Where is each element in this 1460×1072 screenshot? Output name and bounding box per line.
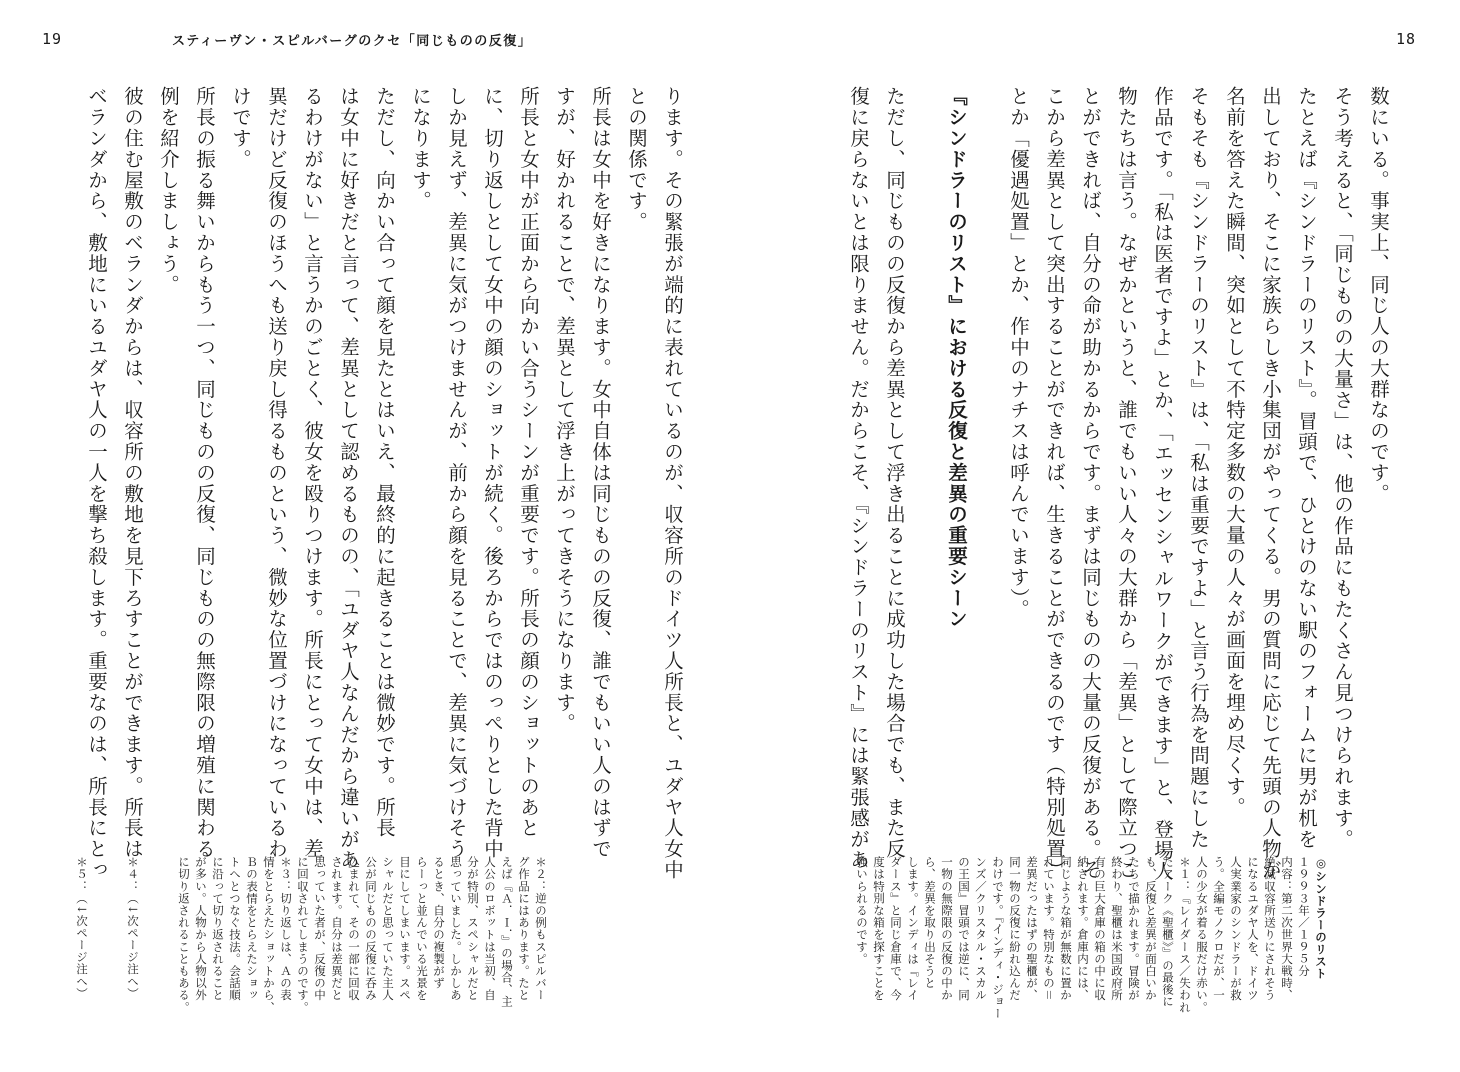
- body-line: 例を紹介しましょう。: [157, 86, 180, 295]
- body-line: ります。その緊張が端的に表れているのが、収容所のドイツ人所長と、ユダヤ人女中: [661, 86, 684, 881]
- note-line: たちで描かれます。冒険が: [1127, 856, 1141, 1002]
- note-line: 公が同じものの反復に呑み: [364, 856, 378, 1002]
- note-line: 分が特別、スペシャルだと: [466, 856, 480, 1002]
- body-line: ベランダから、敷地にいるユダヤ人の一人を撃ち殺します。重要なのは、所長にとっ: [85, 86, 108, 881]
- left-page-notes: [70, 856, 546, 1056]
- note-line: ダース』と同じ倉庫で、今: [889, 856, 903, 1002]
- note-line: 情をとらえたショットから、: [262, 856, 276, 1014]
- body-line: 異だけど反復のほうへも送り戻し得るものという、微妙な位置づけになっているわ: [265, 86, 288, 860]
- body-line: しか見えず、差異に気がつけませんが、前から顔を見ることで、差異に気づけそう: [445, 86, 468, 860]
- note-line: う。全編モノクロだが、一: [1212, 856, 1226, 1002]
- section-heading: 『シンドラーのリスト』における反復と差異の重要シーン: [945, 86, 968, 630]
- body-line: 数にいる。事実上、同じ人の大群なのです。: [1367, 86, 1390, 504]
- note-line: ＊２：逆の例もスピルバー: [534, 856, 548, 1002]
- note-line: になるユダヤ人を、ドイツ: [1246, 856, 1260, 1002]
- note-line: シャルだと思っていた主人: [381, 856, 395, 1002]
- body-line: 出しており、そこに家族らしき小集団がやってくる。男の質問に応じて先頭の人物が: [1259, 86, 1282, 881]
- note-line: 込まれて、その一部に回収: [347, 856, 361, 1002]
- note-line: ◎シンドラーのリスト: [1314, 856, 1328, 980]
- note-line: グ作品にはあります。たと: [517, 856, 531, 1002]
- body-line: ただし、同じものの反復から差異として浮き出ることに成功した場合でも、また反: [883, 86, 906, 860]
- note-line: 度は特別な箱を探すことを: [872, 856, 886, 1002]
- note-line: えば『Ａ．Ｉ．』の場合、主: [500, 856, 514, 1008]
- note-line: ＊１：『レイダース／失われ: [1178, 856, 1192, 1014]
- right-page-notes: [850, 856, 1326, 1056]
- body-line: たとえば『シンドラーのリスト』。冒頭で、ひとけのない駅のフォームに男が机を: [1295, 86, 1318, 850]
- body-line: 復に戻らないとは限りません。だからこそ、『シンドラーのリスト』には緊張感があ: [847, 86, 870, 871]
- note-line: されます。自分は差異だと: [330, 856, 344, 1002]
- note-line: Ｂの表情をとらえたショッ: [245, 856, 259, 1002]
- running-title: スティーヴン・スピルバーグのクセ「同じものの反復」: [172, 34, 533, 49]
- note-line: の王国』冒頭では逆に、同: [957, 856, 971, 1002]
- left-page-body: [78, 86, 684, 881]
- note-line: 同じような箱が無数に置か: [1059, 856, 1073, 1002]
- note-line: ンズ／クリスタル・スカル: [974, 856, 988, 1002]
- note-line: ＊４：（↓次ページ注へ）: [126, 856, 140, 1000]
- body-line: 所長と女中が正面から向かい合うシーンが重要です。所長の顔のショットのあと: [517, 86, 540, 839]
- body-line: 物たちは言う。なぜかというと、誰でもいい人々の大群から「差異」として際立つこ: [1115, 86, 1138, 881]
- body-line: 名前を答えた瞬間、突如として不特定多数の大量の人々が画面を埋め尽くす。: [1223, 86, 1246, 818]
- note-line: たアーク《聖櫃》』の最後に: [1161, 856, 1175, 1008]
- note-line: 納されます。倉庫内には、: [1076, 856, 1090, 1002]
- body-line: ただし、向かい合って顔を見たとはいえ、最終的に起きることは微妙です。所長: [373, 86, 396, 839]
- body-line: 作品です。「私は医者ですよ」とか、「エッセンシャルワークができます」と、登場人: [1151, 86, 1174, 882]
- note-line: 目にしてしまいます。スペ: [398, 856, 412, 1002]
- right-page-body: [840, 86, 1390, 882]
- note-line: 内容：第二次世界大戦時、: [1280, 856, 1294, 1002]
- body-line: とができれば、自分の命が助かるからです。まずは同じものの大量の反復がある。そ: [1079, 86, 1102, 881]
- note-line: に沿って切り返されること: [211, 856, 225, 1002]
- note-line: が多い。人物から人物以外: [194, 856, 208, 1002]
- note-line: 人の少女が着る服だけ赤い。: [1195, 856, 1209, 1014]
- note-line: します。インディは『レイ: [906, 856, 920, 1002]
- note-line: 人実業家のシンドラーが救: [1229, 856, 1243, 1002]
- note-line: 思っていました。しかしあ: [449, 856, 463, 1002]
- note-line: 強いられるのです。: [855, 856, 869, 965]
- note-line: れています。特別なもの＝: [1042, 856, 1056, 1002]
- body-line: に、切り返しとして女中の顔のショットが続く。後ろからではのっぺりとした背中: [481, 86, 504, 860]
- note-line: トへとつなぐ技法。会話順: [228, 856, 242, 1002]
- note-line: 絶滅収容所送りにされそう: [1263, 856, 1277, 1002]
- note-line: も、反復と差異が面白いか: [1144, 856, 1158, 1002]
- body-line: とか「優遇処置」とか、作中のナチスは呼んでいます）。: [1007, 86, 1030, 620]
- body-line: 所長の振る舞いからもう一つ、同じものの反復、同じものの無際限の増殖に関わる: [193, 86, 216, 860]
- note-line: ＊５：（↓次ページ注へ）: [75, 856, 89, 1000]
- note-line: 終わり、聖櫃は米国政府所: [1110, 856, 1124, 1002]
- body-line: は女中に好きだと言って、差異として認めるものの、「ユダヤ人なんだから違いがあ: [337, 86, 360, 871]
- note-line: 有の巨大倉庫の箱の中に収: [1093, 856, 1107, 1002]
- note-line: 思っていた者が、反復の中: [313, 856, 327, 1002]
- body-line: こから差異として突出することができれば、生きることができるのです（特別処置）: [1043, 86, 1066, 881]
- body-line: そもそも『シンドラーのリスト』は、「私は重要ですよ」と言う行為を問題にした: [1187, 86, 1210, 850]
- note-line: に回収されてしまうのです。: [296, 856, 310, 1014]
- body-line: 彼の住む屋敷のベランダからは、収容所の敷地を見下ろすことができます。所長は: [121, 86, 144, 860]
- note-line: わけです。『インディ・ジョー: [991, 856, 1005, 1020]
- note-line: 同一物の反復に紛れ込んだ: [1008, 856, 1022, 1002]
- note-line: らーっと並んでいる光景を: [415, 856, 429, 1002]
- body-line: になります。: [409, 86, 432, 212]
- note-line: るとき、自分の複製がず: [432, 856, 446, 990]
- body-line: 所長は女中を好きになります。女中自体は同じものの反復、誰でもいい人のはずで: [589, 86, 612, 860]
- body-line: けです。: [229, 86, 252, 170]
- note-line: ＊３：切り返しは、Ａの表: [279, 856, 293, 1002]
- body-line: との関係です。: [625, 86, 648, 233]
- note-line: 差異だったはずの聖櫃が、: [1025, 856, 1039, 1002]
- left-page-number: 19: [42, 30, 63, 48]
- note-line: 人公のロボットは当初、自: [483, 856, 497, 1002]
- note-line: ら、差異を取り出そうと: [923, 856, 937, 990]
- body-line: すが、好かれることで、差異として浮き上がってきそうになります。: [553, 86, 576, 734]
- body-line: るわけがない」と言うかのごとく、彼女を殴りつけます。所長にとって女中は、差: [301, 86, 324, 860]
- right-page-number: 18: [1396, 30, 1417, 48]
- note-line: １９９３年／１９５分: [1297, 856, 1311, 977]
- note-line: に切り返されることもある。: [177, 856, 191, 1014]
- note-line: 一物の無際限の反復の中か: [940, 856, 954, 1002]
- body-line: そう考えると、「同じものの大量さ」は、他の作品にもたくさん見つけられます。: [1331, 86, 1354, 850]
